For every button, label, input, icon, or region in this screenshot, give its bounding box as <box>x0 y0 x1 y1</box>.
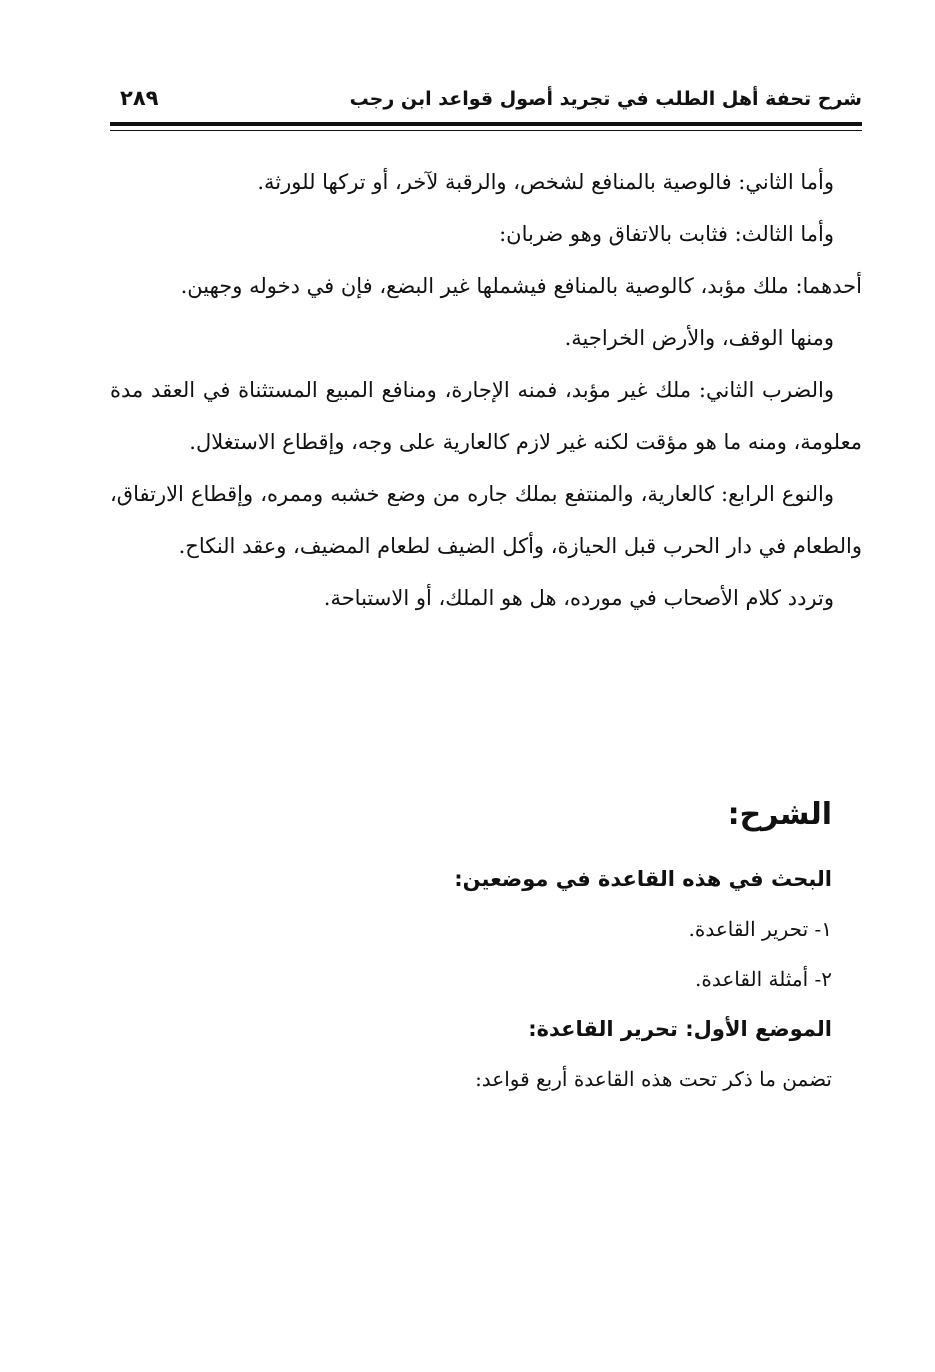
matn-paragraph: ومنها الوقف، والأرض الخراجية. <box>564 326 834 350</box>
matn-paragraph: أحدهما: ملك مؤبد، كالوصية بالمنافع فيشملها غير البضع، فإن في دخوله وجهين. <box>180 274 862 298</box>
header-rule-thick <box>110 122 862 126</box>
matn-paragraph: وأما الثاني: فالوصية بالمنافع لشخص، والرقبة لآخر، أو تركها للورثة. <box>257 170 834 194</box>
sharh-intro: البحث في هذه القاعدة في موضعين: <box>454 867 832 891</box>
sharh-item: ٢- أمثلة القاعدة. <box>695 967 832 991</box>
book-title: شرح تحفة أهل الطلب في تجريد أصول قواعد ابن رجب <box>349 88 862 110</box>
running-header <box>110 86 862 120</box>
section-title: الموضع الأول: تحرير القاعدة: <box>528 1017 832 1041</box>
header-rule-thin <box>110 130 862 131</box>
matn-paragraph: والنوع الرابع: كالعارية، والمنتفع بملك جاره من وضع خشبه وممره، وإقطاع الارتفاق، والطعام في دار الحرب قبل الحيازة، وأكل الضيف لطعام المضيف، وعقد النكاح. <box>110 482 862 558</box>
matn-text <box>110 156 862 624</box>
sharh-heading: الشرح: <box>727 797 832 832</box>
matn-paragraph: والضرب الثاني: ملك غير مؤبد، فمنه الإجارة، ومنافع المبيع المستثناة في العقد مدة معلومة، ومنه ما هو مؤقت لكنه غير لازم كالعارية على وجه، وإقطاع الاستغلال. <box>110 378 862 454</box>
matn-paragraph: وتردد كلام الأصحاب في مورده، هل هو الملك، أو الاستباحة. <box>323 586 834 610</box>
section-text: تضمن ما ذكر تحت هذه القاعدة أربع قواعد: <box>475 1067 832 1091</box>
page-number: ٢٨٩ <box>120 86 159 110</box>
matn-paragraph: وأما الثالث: فثابت بالاتفاق وهو ضربان: <box>499 222 834 246</box>
sharh-section <box>110 790 862 1104</box>
sharh-item: ١- تحرير القاعدة. <box>688 917 832 941</box>
